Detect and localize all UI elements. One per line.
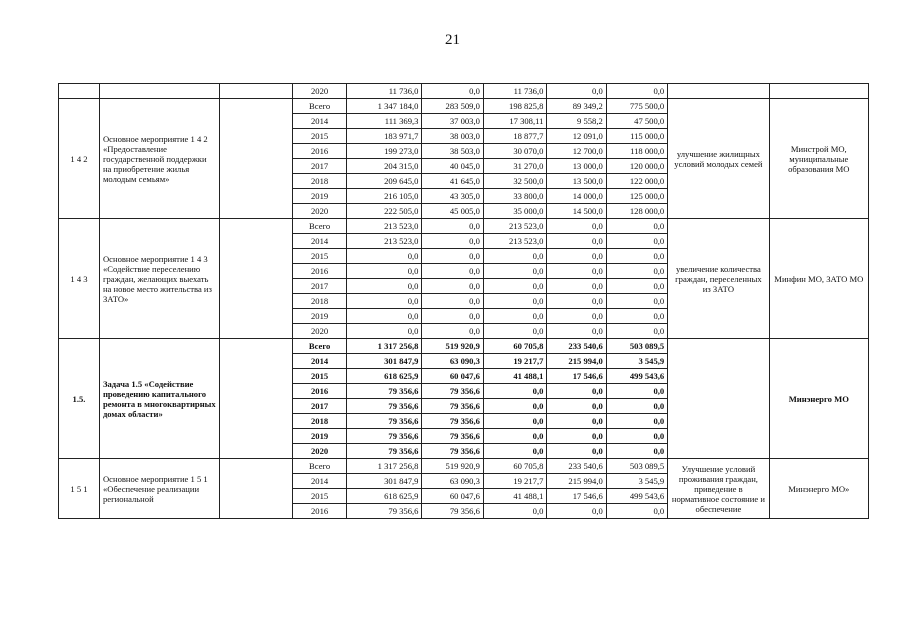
value-cell: 283 509,0	[422, 99, 483, 114]
value-cell: 9 558,2	[547, 114, 606, 129]
value-cell: 17 308,11	[483, 114, 546, 129]
value-cell: 0,0	[606, 504, 667, 519]
table-row	[59, 219, 869, 234]
page-number: 21	[445, 32, 460, 48]
year-cell: 2014	[293, 114, 346, 129]
item-code: 1 4 3	[59, 219, 100, 339]
value-cell: 17 546,6	[547, 489, 606, 504]
table-row	[59, 339, 869, 354]
value-cell: 0,0	[606, 84, 667, 99]
value-cell: 79 356,6	[346, 429, 422, 444]
value-cell: 519 920,9	[422, 339, 483, 354]
empty-cell	[219, 84, 293, 99]
value-cell: 13 000,0	[547, 159, 606, 174]
item-name: Основное мероприятие 1 5 1 «Обеспечение реализации региональной	[99, 459, 219, 519]
value-cell: 13 500,0	[547, 174, 606, 189]
value-cell: 12 700,0	[547, 144, 606, 159]
year-cell: 2014	[293, 474, 346, 489]
value-cell: 213 523,0	[346, 219, 422, 234]
empty-cell	[219, 339, 293, 459]
value-cell: 301 847,9	[346, 474, 422, 489]
value-cell: 0,0	[606, 399, 667, 414]
responsible-party: Минфин МО, ЗАТО МО	[769, 219, 868, 339]
year-cell: 2014	[293, 234, 346, 249]
value-cell: 0,0	[422, 264, 483, 279]
value-cell: 0,0	[606, 219, 667, 234]
value-cell: 11 736,0	[346, 84, 422, 99]
year-cell: 2018	[293, 414, 346, 429]
value-cell: 0,0	[547, 399, 606, 414]
value-cell: 11 736,0	[483, 84, 546, 99]
value-cell: 118 000,0	[606, 144, 667, 159]
value-cell: 18 877,7	[483, 129, 546, 144]
year-cell: 2020	[293, 204, 346, 219]
value-cell: 0,0	[547, 444, 606, 459]
value-cell: 79 356,6	[422, 504, 483, 519]
year-cell: 2015	[293, 489, 346, 504]
value-cell: 0,0	[547, 249, 606, 264]
value-cell: 79 356,6	[422, 429, 483, 444]
item-code: 1.5.	[59, 339, 100, 459]
year-cell: 2018	[293, 174, 346, 189]
value-cell: 1 317 256,8	[346, 459, 422, 474]
value-cell: 0,0	[483, 444, 546, 459]
value-cell: 41 488,1	[483, 489, 546, 504]
value-cell: 1 347 184,0	[346, 99, 422, 114]
value-cell: 209 645,0	[346, 174, 422, 189]
value-cell: 0,0	[547, 324, 606, 339]
value-cell: 79 356,6	[422, 444, 483, 459]
value-cell: 0,0	[483, 384, 546, 399]
value-cell: 79 356,6	[422, 414, 483, 429]
value-cell: 0,0	[483, 249, 546, 264]
value-cell: 31 270,0	[483, 159, 546, 174]
year-cell: 2018	[293, 294, 346, 309]
value-cell: 122 000,0	[606, 174, 667, 189]
value-cell: 115 000,0	[606, 129, 667, 144]
value-cell: 0,0	[547, 234, 606, 249]
value-cell: 128 000,0	[606, 204, 667, 219]
value-cell: 499 543,6	[606, 489, 667, 504]
value-cell: 79 356,6	[346, 384, 422, 399]
year-cell: 2015	[293, 129, 346, 144]
empty-cell	[219, 99, 293, 219]
value-cell: 0,0	[547, 384, 606, 399]
value-cell: 0,0	[547, 504, 606, 519]
value-cell: 233 540,6	[547, 339, 606, 354]
value-cell: 45 005,0	[422, 204, 483, 219]
value-cell: 0,0	[422, 309, 483, 324]
value-cell: 12 091,0	[547, 129, 606, 144]
value-cell: 37 003,0	[422, 114, 483, 129]
value-cell: 0,0	[483, 399, 546, 414]
value-cell: 0,0	[346, 279, 422, 294]
value-cell: 199 273,0	[346, 144, 422, 159]
value-cell: 183 971,7	[346, 129, 422, 144]
value-cell: 0,0	[547, 84, 606, 99]
budget-table	[58, 83, 869, 519]
year-cell: 2020	[293, 84, 346, 99]
value-cell: 79 356,6	[422, 399, 483, 414]
value-cell: 216 105,0	[346, 189, 422, 204]
value-cell: 0,0	[547, 294, 606, 309]
year-cell: Всего	[293, 459, 346, 474]
value-cell: 0,0	[346, 294, 422, 309]
value-cell: 35 000,0	[483, 204, 546, 219]
value-cell: 0,0	[422, 324, 483, 339]
value-cell: 0,0	[483, 429, 546, 444]
table-row	[59, 99, 869, 114]
value-cell: 0,0	[483, 264, 546, 279]
value-cell: 60 705,8	[483, 339, 546, 354]
value-cell: 14 500,0	[547, 204, 606, 219]
empty-cell	[219, 219, 293, 339]
value-cell: 3 545,9	[606, 354, 667, 369]
year-cell: 2016	[293, 504, 346, 519]
value-cell: 0,0	[346, 309, 422, 324]
responsible-cell	[769, 84, 868, 99]
value-cell: 0,0	[483, 414, 546, 429]
item-name: Основное мероприятие 1 4 3 «Содействие переселению граждан, желающих выехать на новое место жительства из ЗАТО»	[99, 219, 219, 339]
value-cell: 0,0	[547, 264, 606, 279]
item-name: Задача 1.5 «Содействие проведению капитального ремонта в многоквартирных домах области»	[99, 339, 219, 459]
value-cell: 79 356,6	[346, 444, 422, 459]
value-cell: 33 800,0	[483, 189, 546, 204]
value-cell: 499 543,6	[606, 369, 667, 384]
year-cell: 2015	[293, 249, 346, 264]
value-cell: 0,0	[483, 324, 546, 339]
value-cell: 0,0	[606, 249, 667, 264]
value-cell: 63 090,3	[422, 354, 483, 369]
value-cell: 0,0	[606, 429, 667, 444]
value-cell: 120 000,0	[606, 159, 667, 174]
value-cell: 0,0	[606, 414, 667, 429]
value-cell: 30 070,0	[483, 144, 546, 159]
responsible-party: Минэнерго МО»	[769, 459, 868, 519]
value-cell: 1 317 256,8	[346, 339, 422, 354]
value-cell: 14 000,0	[547, 189, 606, 204]
note-cell	[668, 84, 769, 99]
year-cell: 2020	[293, 324, 346, 339]
value-cell: 0,0	[606, 444, 667, 459]
value-cell: 79 356,6	[422, 384, 483, 399]
value-cell: 19 217,7	[483, 354, 546, 369]
value-cell: 0,0	[346, 324, 422, 339]
year-cell: 2019	[293, 429, 346, 444]
value-cell: 0,0	[547, 309, 606, 324]
value-cell: 79 356,6	[346, 504, 422, 519]
name-cell	[99, 84, 219, 99]
year-cell: 2014	[293, 354, 346, 369]
value-cell: 0,0	[606, 294, 667, 309]
value-cell: 0,0	[483, 504, 546, 519]
value-cell: 43 305,0	[422, 189, 483, 204]
value-cell: 198 825,8	[483, 99, 546, 114]
year-cell: 2020	[293, 444, 346, 459]
expected-result	[668, 339, 769, 459]
value-cell: 38 003,0	[422, 129, 483, 144]
value-cell: 60 047,6	[422, 489, 483, 504]
value-cell: 0,0	[547, 429, 606, 444]
value-cell: 63 090,3	[422, 474, 483, 489]
value-cell: 125 000,0	[606, 189, 667, 204]
value-cell: 0,0	[547, 219, 606, 234]
value-cell: 17 546,6	[547, 369, 606, 384]
value-cell: 19 217,7	[483, 474, 546, 489]
code-cell	[59, 84, 100, 99]
value-cell: 0,0	[606, 384, 667, 399]
value-cell: 111 369,3	[346, 114, 422, 129]
value-cell: 47 500,0	[606, 114, 667, 129]
year-cell: 2017	[293, 399, 346, 414]
expected-result: улучшение жилищных условий молодых семей	[668, 99, 769, 219]
value-cell: 38 503,0	[422, 144, 483, 159]
expected-result: Улучшение условий проживания граждан, приведение в нормативное состояние и обеспечение	[668, 459, 769, 519]
year-cell: 2017	[293, 159, 346, 174]
responsible-party: Минэнерго МО	[769, 339, 868, 459]
year-cell: 2016	[293, 264, 346, 279]
value-cell: 519 920,9	[422, 459, 483, 474]
value-cell: 213 523,0	[346, 234, 422, 249]
value-cell: 32 500,0	[483, 174, 546, 189]
value-cell: 0,0	[346, 249, 422, 264]
value-cell: 0,0	[606, 309, 667, 324]
value-cell: 0,0	[422, 219, 483, 234]
value-cell: 222 505,0	[346, 204, 422, 219]
value-cell: 0,0	[606, 264, 667, 279]
year-cell: 2019	[293, 189, 346, 204]
value-cell: 213 523,0	[483, 219, 546, 234]
value-cell: 89 349,2	[547, 99, 606, 114]
year-cell: 2016	[293, 144, 346, 159]
value-cell: 41 488,1	[483, 369, 546, 384]
expected-result: увеличение количества граждан, переселенных из ЗАТО	[668, 219, 769, 339]
year-cell: Всего	[293, 219, 346, 234]
year-cell: 2019	[293, 309, 346, 324]
value-cell: 41 645,0	[422, 174, 483, 189]
year-cell: Всего	[293, 339, 346, 354]
responsible-party: Минстрой МО, муниципальные образования МО	[769, 99, 868, 219]
value-cell: 0,0	[422, 294, 483, 309]
table-row	[59, 84, 869, 99]
value-cell: 0,0	[547, 279, 606, 294]
table-row	[59, 459, 869, 474]
value-cell: 215 994,0	[547, 474, 606, 489]
value-cell: 0,0	[606, 324, 667, 339]
value-cell: 204 315,0	[346, 159, 422, 174]
value-cell: 503 089,5	[606, 459, 667, 474]
year-cell: 2016	[293, 384, 346, 399]
value-cell: 215 994,0	[547, 354, 606, 369]
value-cell: 0,0	[422, 234, 483, 249]
value-cell: 0,0	[606, 279, 667, 294]
value-cell: 3 545,9	[606, 474, 667, 489]
value-cell: 40 045,0	[422, 159, 483, 174]
item-name: Основное мероприятие 1 4 2 «Предоставление государственной поддержки на приобретение жилья молодым семьям»	[99, 99, 219, 219]
value-cell: 233 540,6	[547, 459, 606, 474]
value-cell: 0,0	[547, 414, 606, 429]
value-cell: 301 847,9	[346, 354, 422, 369]
value-cell: 0,0	[422, 249, 483, 264]
year-cell: 2017	[293, 279, 346, 294]
value-cell: 0,0	[483, 309, 546, 324]
value-cell: 79 356,6	[346, 399, 422, 414]
value-cell: 618 625,9	[346, 369, 422, 384]
value-cell: 0,0	[422, 279, 483, 294]
value-cell: 213 523,0	[483, 234, 546, 249]
item-code: 1 5 1	[59, 459, 100, 519]
value-cell: 618 625,9	[346, 489, 422, 504]
item-code: 1 4 2	[59, 99, 100, 219]
value-cell: 60 705,8	[483, 459, 546, 474]
value-cell: 0,0	[346, 264, 422, 279]
value-cell: 0,0	[483, 279, 546, 294]
value-cell: 0,0	[422, 84, 483, 99]
value-cell: 0,0	[606, 234, 667, 249]
value-cell: 0,0	[483, 294, 546, 309]
value-cell: 503 089,5	[606, 339, 667, 354]
value-cell: 775 500,0	[606, 99, 667, 114]
value-cell: 79 356,6	[346, 414, 422, 429]
empty-cell	[219, 459, 293, 519]
value-cell: 60 047,6	[422, 369, 483, 384]
year-cell: 2015	[293, 369, 346, 384]
year-cell: Всего	[293, 99, 346, 114]
